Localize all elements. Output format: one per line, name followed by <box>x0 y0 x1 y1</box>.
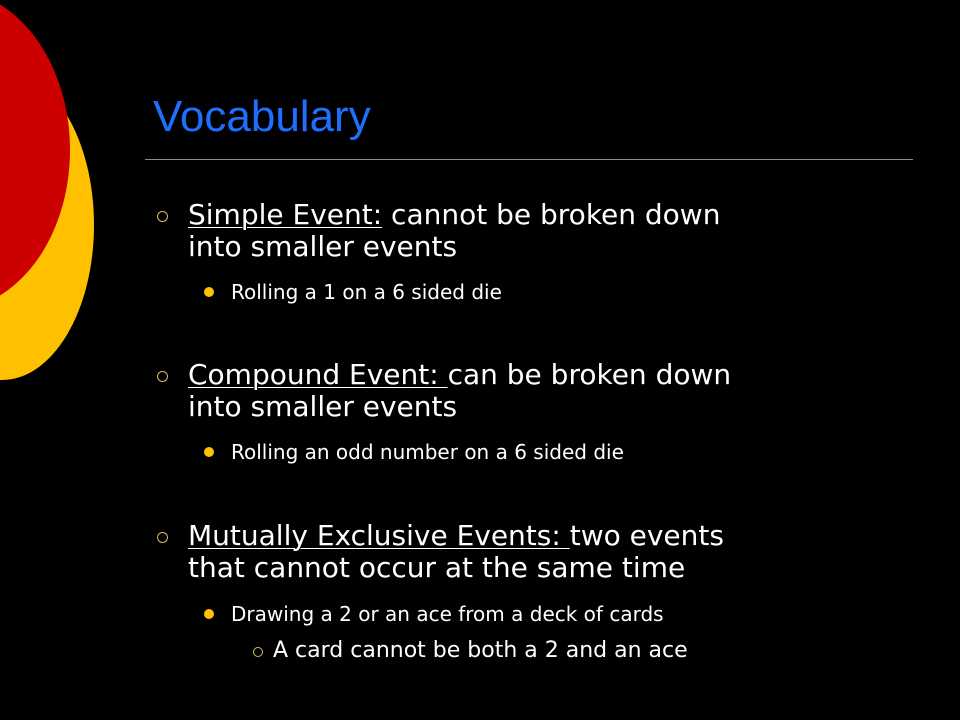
sub-note-mutually-exclusive: A card cannot be both a 2 and an ace <box>273 638 688 663</box>
term-label: Mutually Exclusive Events: <box>188 519 570 552</box>
slide-title: Vocabulary <box>153 92 371 141</box>
definition-text-continued: into smaller events <box>188 230 458 263</box>
example-mutually-exclusive-events: Drawing a 2 or an ace from a deck of cards <box>231 602 664 626</box>
ring-bullet-icon <box>157 371 168 382</box>
definition-text: cannot be broken down <box>382 198 721 231</box>
definition-text-continued: into smaller events <box>188 390 458 423</box>
definition-text-continued: that cannot occur at the same time <box>188 551 686 584</box>
definition-mutually-exclusive-events <box>188 520 724 584</box>
ring-bullet-icon <box>157 532 168 543</box>
example-simple-event: Rolling a 1 on a 6 sided die <box>231 280 502 304</box>
title-divider <box>145 159 913 160</box>
example-compound-event: Rolling an odd number on a 6 sided die <box>231 440 624 464</box>
dot-bullet-icon <box>204 609 214 619</box>
definition-compound-event <box>188 359 731 423</box>
ring-bullet-icon <box>253 647 263 657</box>
term-label: Compound Event: <box>188 358 448 391</box>
dot-bullet-icon <box>204 447 214 457</box>
dot-bullet-icon <box>204 287 214 297</box>
ring-bullet-icon <box>157 211 168 222</box>
definition-simple-event <box>188 199 720 263</box>
definition-text: can be broken down <box>447 358 732 391</box>
term-label: Simple Event: <box>188 198 383 231</box>
definition-text: two events <box>569 519 724 552</box>
